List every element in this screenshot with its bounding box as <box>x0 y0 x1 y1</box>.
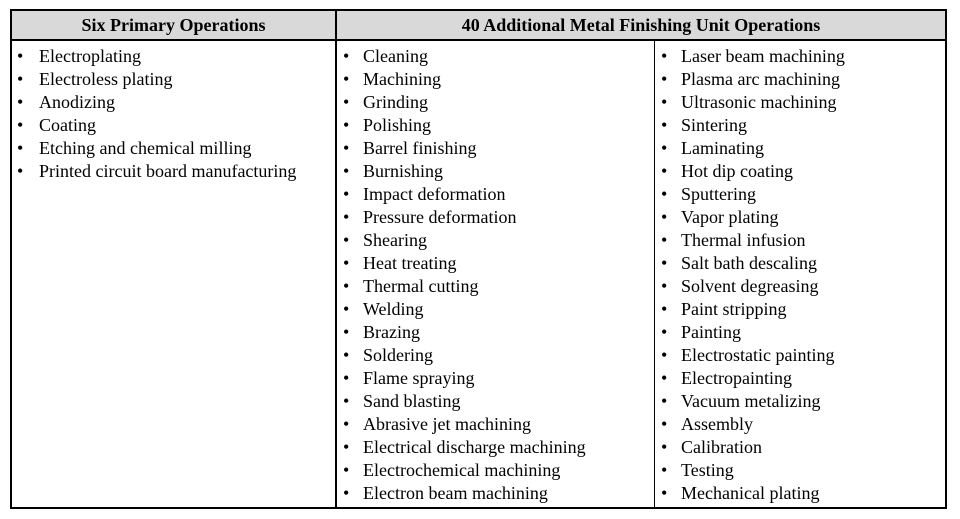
list-item: • Welding <box>337 298 654 321</box>
list-item: • Thermal infusion <box>655 229 945 252</box>
list-item: • Burnishing <box>337 160 654 183</box>
list-item: • Shearing <box>337 229 654 252</box>
primary-operations-column <box>12 41 337 507</box>
operations-table <box>10 9 947 509</box>
list-item: • Plasma arc machining <box>655 68 945 91</box>
list-item: • Thermal cutting <box>337 275 654 298</box>
table-header-row <box>12 11 945 41</box>
list-item: • Coating <box>12 114 335 137</box>
list-item: • Assembly <box>655 413 945 436</box>
list-item: • Electropainting <box>655 367 945 390</box>
list-item: • Heat treating <box>337 252 654 275</box>
list-item: • Electron beam machining <box>337 482 654 505</box>
list-item: • Electrostatic painting <box>655 344 945 367</box>
list-item: • Ultrasonic machining <box>655 91 945 114</box>
list-item: • Pressure deformation <box>337 206 654 229</box>
list-item: • Laser beam machining <box>655 45 945 68</box>
list-item: • Mechanical plating <box>655 482 945 505</box>
list-item: • Flame spraying <box>337 367 654 390</box>
list-item: • Electrochemical machining <box>337 459 654 482</box>
list-item: • Sintering <box>655 114 945 137</box>
list-item: • Soldering <box>337 344 654 367</box>
list-item: • Anodizing <box>12 91 335 114</box>
list-item: • Barrel finishing <box>337 137 654 160</box>
additional-operations-column-1 <box>337 41 655 507</box>
table-body-row <box>12 41 945 507</box>
list-item: • Solvent degreasing <box>655 275 945 298</box>
list-item: • Sputtering <box>655 183 945 206</box>
list-item: • Salt bath descaling <box>655 252 945 275</box>
list-item: • Vapor plating <box>655 206 945 229</box>
list-item: • Cleaning <box>337 45 654 68</box>
list-item: • Calibration <box>655 436 945 459</box>
list-item: • Etching and chemical milling <box>12 137 335 160</box>
list-item: • Paint stripping <box>655 298 945 321</box>
list-item: • Machining <box>337 68 654 91</box>
header-primary-operations: Six Primary Operations <box>12 11 337 39</box>
list-item: • Vacuum metalizing <box>655 390 945 413</box>
list-item: • Polishing <box>337 114 654 137</box>
list-item: • Sand blasting <box>337 390 654 413</box>
additional-operations-list-1 <box>337 45 654 505</box>
additional-operations-column-2 <box>655 41 945 507</box>
list-item: • Painting <box>655 321 945 344</box>
primary-operations-list <box>12 45 335 183</box>
additional-operations-list-2 <box>655 45 945 505</box>
header-additional-operations: 40 Additional Metal Finishing Unit Operations <box>461 15 821 35</box>
list-item: • Electrical discharge machining <box>337 436 654 459</box>
list-item: • Abrasive jet machining <box>337 413 654 436</box>
list-item: • Impact deformation <box>337 183 654 206</box>
list-item: • Brazing <box>337 321 654 344</box>
list-item: • Hot dip coating <box>655 160 945 183</box>
list-item: • Grinding <box>337 91 654 114</box>
list-item: • Laminating <box>655 137 945 160</box>
list-item: • Electroless plating <box>12 68 335 91</box>
list-item: • Testing <box>655 459 945 482</box>
list-item: • Electroplating <box>12 45 335 68</box>
list-item: • Printed circuit board manufacturing <box>12 160 335 183</box>
